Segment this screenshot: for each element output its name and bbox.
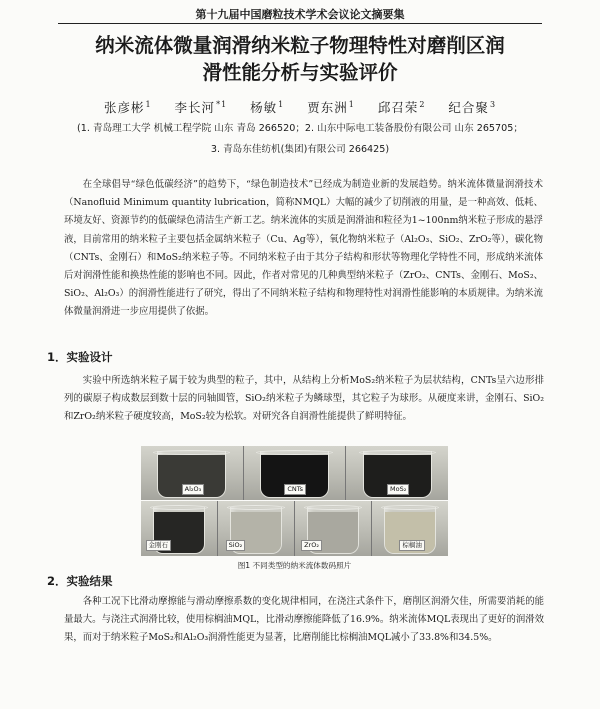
section-1-heading: 1．实验设计 xyxy=(47,350,113,364)
title-line-2: 滑性能分析与实验评价 xyxy=(202,61,398,84)
nanofluid-photo xyxy=(244,446,346,500)
photo-label: CNTs xyxy=(284,484,306,495)
photo-label: SiO₂ xyxy=(226,540,246,551)
section-1-body xyxy=(64,372,544,427)
author: 张彦彬$^1$ xyxy=(103,99,152,115)
author-list xyxy=(40,98,560,116)
section-1-text: 实验中所选纳米粒子属于较为典型的粒子，其中，从结构上分析MoS₂纳米粒子为层状结构，CNTs呈六边形排列的碳原子构成数层到数十层的同轴圆管，SiO₂纳米粒子为鳞球型，其它粒子为球形。从硬度来讲，金刚石、SiO₂和ZrO₂纳米粒子硬度较高，MoS₂较为松软。对研究各自润滑性能提供了鲜明特征。 xyxy=(64,375,544,423)
section-2-body xyxy=(64,593,544,648)
author: 纪合聚$^3$ xyxy=(448,99,497,115)
nanofluid-photo xyxy=(218,501,294,556)
photo-label: MoS₂ xyxy=(387,484,409,495)
author: 贾东洲$^1$ xyxy=(307,99,355,115)
figure-photo-row-1 xyxy=(141,446,448,500)
affiliation-line-1: (1. 青岛理工大学 机械工程学院 山东 青岛 266520；2. 山东中际电工装备股份有限公司 山东 265705； xyxy=(77,123,523,134)
nanofluid-photo xyxy=(346,446,448,500)
nanofluid-photo xyxy=(372,501,448,556)
author: 邱召荣$^2$ xyxy=(377,99,426,115)
nanofluid-photo xyxy=(295,501,371,556)
photo-label: 棕榈油 xyxy=(399,540,425,551)
photo-label: 金刚石 xyxy=(146,540,172,551)
photo-label: Al₂O₃ xyxy=(182,484,205,495)
author: 李长河$^{*1}$ xyxy=(174,99,228,115)
figure-caption: 图1 不同类型的纳米流体数码照片 xyxy=(237,561,352,570)
abstract-text: 在全球倡导“绿色低碳经济”的趋势下，“绿色制造技术”已经成为制造业新的发展趋势。纳米流体微量润滑技术（Nanofluid Minimum quantity lubrication，简称NMQL）大幅的减少了切削液的用量，是一种高效、低耗、环境友好、资源节约的低碳绿色清洁生产新工艺。纳米流体的实质是润滑油和粒径为1~100nm纳米粒子形成的悬浮液，目前常用的纳米粒子主要包括金属纳米粒子（Cu、Ag等），氧化物纳米粒子（Al₂O₃、SiO₂、ZrO₂等），碳化物（CNTs、金刚石）和MoS₂纳米粒子等。不同纳米粒子由于其分子结构和形状等物理化学特性不同，形成纳米流体后对润滑性能和换热性能的影响也不同。因此，作者对常见的几种典型纳米粒子（ZrO₂、CNTs、金刚石、MoS₂、SiO₂、Al₂O₃）的润滑性能进行了研究，得出了不同纳米粒子结构和物理特性对润滑性能影响的本质规律。为纳米流体微量润滑进一步应用提供了依据。 xyxy=(64,179,543,318)
affiliation-line-2: 3. 青岛东佳纺机(集团)有限公司 266425) xyxy=(210,144,390,155)
photo-label: ZrO₂ xyxy=(301,540,322,551)
header-rule xyxy=(58,23,542,24)
running-header: 第十九届中国磨粒技术学术会议论文摘要集 xyxy=(195,8,405,21)
nanofluid-photo xyxy=(141,501,217,556)
section-2-heading: 2．实验结果 xyxy=(47,574,113,588)
title-line-1: 纳米流体微量润滑纳米粒子物理特性对磨削区润 xyxy=(95,34,505,57)
figure-photo-row-2 xyxy=(141,501,448,556)
author: 杨敏$^1$ xyxy=(250,99,285,115)
nanofluid-photo xyxy=(141,446,243,500)
section-2-text: 各种工况下比滑动摩擦能与滑动摩擦系数的变化规律相同，在浇注式条件下，磨削区润滑欠佳，所需要消耗的能量最大。与浇注式润滑比较，使用棕榈油MQL，比滑动摩擦能降低了16.9%。纳米流体MQL表现出了更好的润滑效果，而对于纳米粒子MoS₂和Al₂O₃润滑性能更为显著，比磨削能比棕榈油MQL减小了33.8%和34.5%。 xyxy=(64,596,544,644)
paper-title xyxy=(40,32,560,86)
abstract xyxy=(64,176,543,322)
